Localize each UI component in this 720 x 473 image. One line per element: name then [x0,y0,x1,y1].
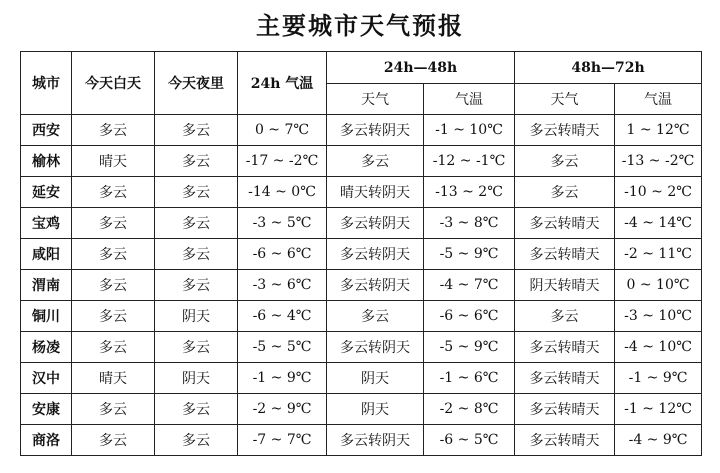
cell-temp24: -5 ~ 5℃ [238,332,327,363]
cell-weather-48h: 阴天 [327,394,424,425]
cell-weather-72h: 多云 [515,301,615,332]
cell-night: 多云 [155,239,238,270]
cell-city: 铜川 [21,301,72,332]
cell-weather-72h: 多云转晴天 [515,115,615,146]
cell-temp-48h: -12 ~ -1℃ [424,146,515,177]
cell-weather-48h: 多云转阴天 [327,208,424,239]
cell-temp24: -6 ~ 4℃ [238,301,327,332]
cell-city: 西安 [21,115,72,146]
cell-weather-48h: 多云转阴天 [327,425,424,456]
cell-day: 多云 [72,270,155,301]
cell-city: 商洛 [21,425,72,456]
cell-city: 宝鸡 [21,208,72,239]
cell-city: 延安 [21,177,72,208]
cell-temp-48h: -13 ~ 2℃ [424,177,515,208]
cell-weather-72h: 多云转晴天 [515,363,615,394]
cell-city: 安康 [21,394,72,425]
cell-city: 渭南 [21,270,72,301]
header-night: 今天夜里 [155,52,238,115]
cell-weather-48h: 多云转阴天 [327,270,424,301]
table-row [21,332,702,363]
page-title: 主要城市天气预报 [256,12,464,40]
cell-temp24: -14 ~ 0℃ [238,177,327,208]
cell-weather-72h: 多云转晴天 [515,332,615,363]
cell-night: 多云 [155,425,238,456]
cell-temp-72h: -1 ~ 12℃ [615,394,702,425]
table-row [21,115,702,146]
table-row [21,177,702,208]
cell-temp-48h: -6 ~ 6℃ [424,301,515,332]
cell-temp-72h: -1 ~ 9℃ [615,363,702,394]
cell-temp24: -7 ~ 7℃ [238,425,327,456]
cell-temp24: -1 ~ 9℃ [238,363,327,394]
cell-night: 多云 [155,270,238,301]
cell-weather-48h: 阴天 [327,363,424,394]
cell-night: 阴天 [155,301,238,332]
cell-temp24: -3 ~ 5℃ [238,208,327,239]
cell-weather-72h: 多云转晴天 [515,425,615,456]
cell-weather-72h: 多云转晴天 [515,208,615,239]
cell-temp-48h: -5 ~ 9℃ [424,332,515,363]
cell-day: 多云 [72,301,155,332]
cell-day: 多云 [72,425,155,456]
cell-night: 多云 [155,177,238,208]
cell-temp-48h: -2 ~ 8℃ [424,394,515,425]
cell-weather-48h: 多云转阴天 [327,332,424,363]
cell-weather-72h: 阴天转晴天 [515,270,615,301]
header-day: 今天白天 [72,52,155,115]
cell-temp-72h: -4 ~ 14℃ [615,208,702,239]
table-row [21,363,702,394]
cell-temp-72h: 0 ~ 10℃ [615,270,702,301]
table-row [21,301,702,332]
header-city: 城市 [21,52,72,115]
header-temp24: 24h 气温 [238,52,327,115]
cell-day: 多云 [72,332,155,363]
cell-weather-48h: 多云 [327,146,424,177]
cell-temp-48h: -3 ~ 8℃ [424,208,515,239]
cell-weather-48h: 多云转阴天 [327,115,424,146]
cell-day: 多云 [72,208,155,239]
table-row [21,208,702,239]
cell-day: 多云 [72,239,155,270]
cell-weather-48h: 晴天转阴天 [327,177,424,208]
cell-city: 汉中 [21,363,72,394]
table-row [21,394,702,425]
header-group-48h: 24h—48h [327,52,515,84]
cell-day: 多云 [72,115,155,146]
cell-temp24: -6 ~ 6℃ [238,239,327,270]
cell-temp-48h: -4 ~ 7℃ [424,270,515,301]
header-row-1 [21,52,702,84]
table-row [21,425,702,456]
cell-weather-72h: 多云 [515,177,615,208]
cell-temp-72h: -10 ~ 2℃ [615,177,702,208]
cell-city: 咸阳 [21,239,72,270]
cell-temp-72h: -3 ~ 10℃ [615,301,702,332]
cell-weather-48h: 多云 [327,301,424,332]
weather-forecast-table [20,51,702,456]
header-group-72h: 48h—72h [515,52,702,84]
cell-temp-48h: -6 ~ 5℃ [424,425,515,456]
cell-temp24: -17 ~ -2℃ [238,146,327,177]
cell-night: 多云 [155,394,238,425]
cell-temp-72h: -13 ~ -2℃ [615,146,702,177]
cell-weather-72h: 多云转晴天 [515,239,615,270]
cell-temp24: -3 ~ 6℃ [238,270,327,301]
cell-temp-72h: -2 ~ 11℃ [615,239,702,270]
table-row [21,239,702,270]
cell-city: 杨凌 [21,332,72,363]
cell-temp24: 0 ~ 7℃ [238,115,327,146]
header-weather-48h: 天气 [327,84,424,115]
cell-day: 晴天 [72,363,155,394]
cell-day: 多云 [72,177,155,208]
cell-temp-48h: -5 ~ 9℃ [424,239,515,270]
cell-night: 多云 [155,332,238,363]
cell-night: 阴天 [155,363,238,394]
header-temp-72h: 气温 [615,84,702,115]
cell-temp-72h: -4 ~ 10℃ [615,332,702,363]
cell-weather-72h: 多云 [515,146,615,177]
cell-night: 多云 [155,208,238,239]
cell-city: 榆林 [21,146,72,177]
cell-night: 多云 [155,115,238,146]
cell-temp-72h: 1 ~ 12℃ [615,115,702,146]
cell-temp24: -2 ~ 9℃ [238,394,327,425]
cell-temp-48h: -1 ~ 6℃ [424,363,515,394]
cell-temp-72h: -4 ~ 9℃ [615,425,702,456]
header-weather-72h: 天气 [515,84,615,115]
table-row [21,146,702,177]
header-temp-48h: 气温 [424,84,515,115]
table-row [21,270,702,301]
cell-day: 多云 [72,394,155,425]
cell-weather-48h: 多云转阴天 [327,239,424,270]
cell-temp-48h: -1 ~ 10℃ [424,115,515,146]
cell-night: 多云 [155,146,238,177]
cell-weather-72h: 多云转晴天 [515,394,615,425]
cell-day: 晴天 [72,146,155,177]
